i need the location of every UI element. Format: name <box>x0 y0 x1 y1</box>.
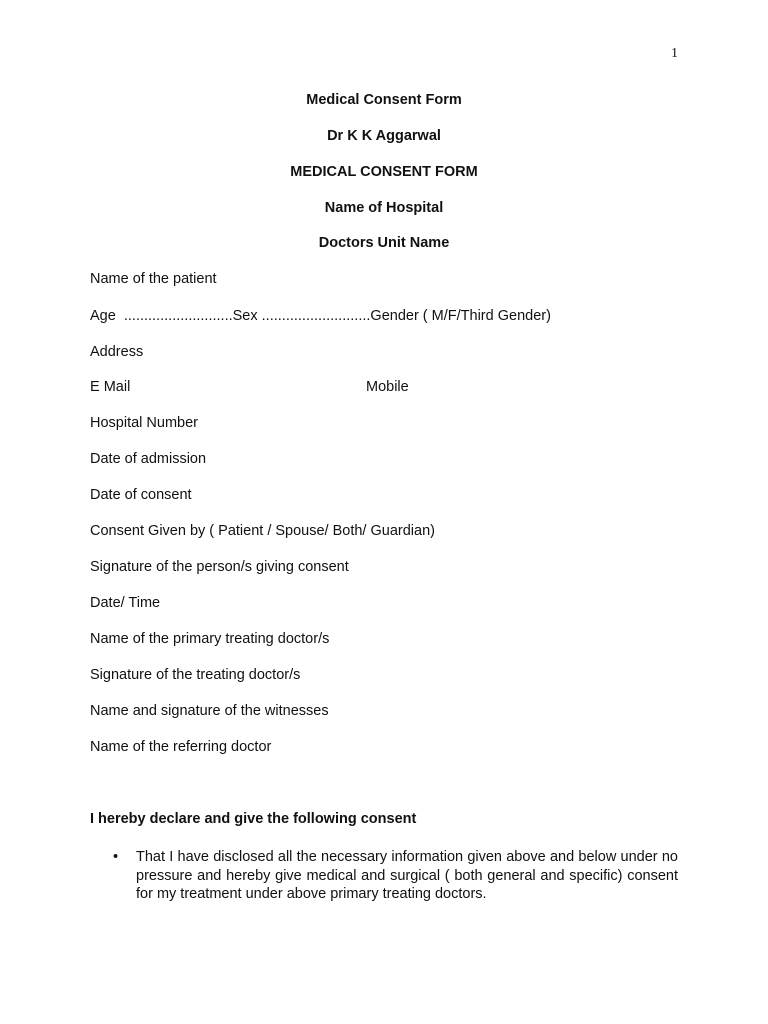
signature-doctor-field: Signature of the treating doctor/s <box>90 667 301 683</box>
witnesses-field: Name and signature of the witnesses <box>90 703 329 719</box>
doctor-name-heading: Dr K K Aggarwal <box>327 128 441 144</box>
hospital-name-heading: Name of Hospital <box>324 200 444 216</box>
mobile-field: Mobile <box>366 379 409 395</box>
address-field: Address <box>90 344 144 360</box>
age-sex-gender-field: Age ...........................Sex ...........................Gender ( M/F/Third Gender) <box>90 308 551 324</box>
consent-given-by-field: Consent Given by ( Patient / Spouse/ Both/ Guardian) <box>90 523 435 539</box>
referring-doctor-field: Name of the referring doctor <box>90 739 272 755</box>
date-time-field: Date/ Time <box>90 595 161 611</box>
date-of-admission-field: Date of admission <box>90 451 207 467</box>
email-field: E Mail <box>90 379 131 395</box>
form-title-uppercase: MEDICAL CONSENT FORM <box>290 164 478 180</box>
signature-person-field: Signature of the person/s giving consent <box>90 559 349 575</box>
hospital-number-field: Hospital Number <box>90 415 198 431</box>
unit-name-heading: Doctors Unit Name <box>318 235 450 251</box>
declaration-title: I hereby declare and give the following consent <box>90 811 417 827</box>
declaration-item-text: That I have disclosed all the necessary information given above and below under no pressure and hereby give medical and surgical ( both general and specific) consent for my treatment under above primary treating doctors. <box>136 849 678 902</box>
list-item <box>90 848 678 904</box>
page-number: 1 <box>671 46 678 61</box>
primary-doctor-field: Name of the primary treating doctor/s <box>90 631 330 647</box>
patient-name-field: Name of the patient <box>90 271 217 287</box>
bullet-icon: • <box>113 849 119 865</box>
form-title: Medical Consent Form <box>306 92 462 108</box>
date-of-consent-field: Date of consent <box>90 487 192 503</box>
declaration-list <box>90 848 678 904</box>
